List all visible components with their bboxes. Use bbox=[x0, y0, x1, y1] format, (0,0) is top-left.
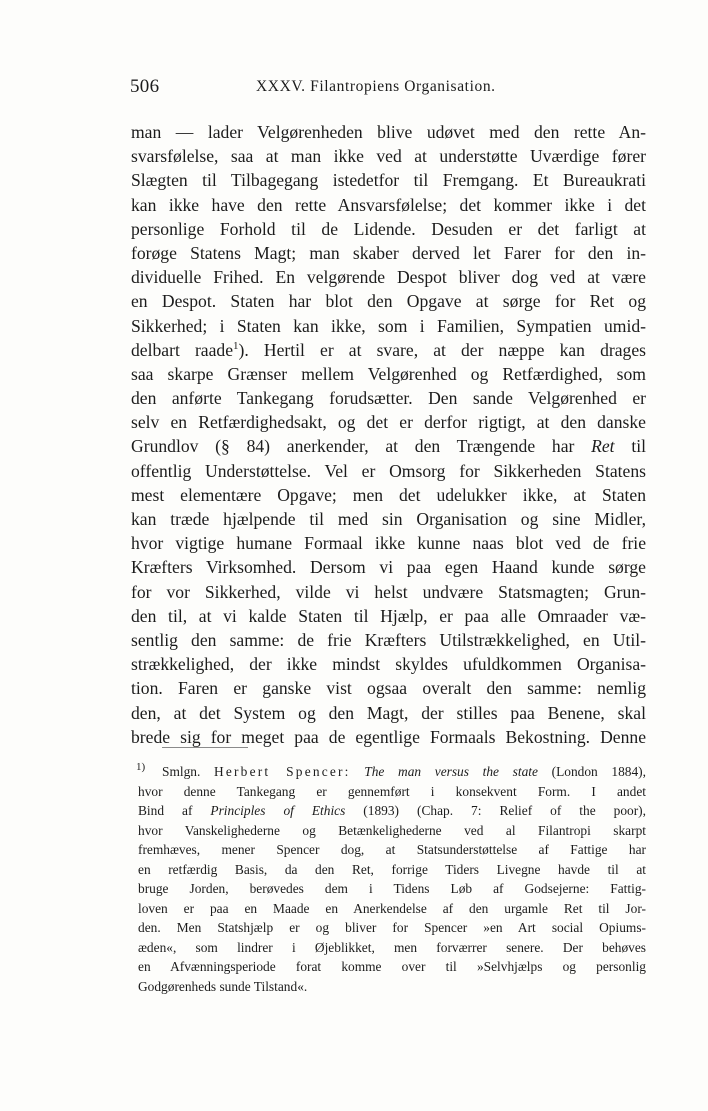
body-line: selv en Retfærdighedsakt, og det er derfor rigtigt, at den danske bbox=[131, 412, 646, 433]
body-line-raade bbox=[131, 338, 646, 362]
body-line: sentlig den samme: de frie Kræfters Utilstrækkelighed, en Util- bbox=[131, 629, 646, 650]
body-line: forøge Statens Magt; man skaber derved let Farer for den in- bbox=[131, 242, 646, 263]
body-line: brede sig for meget paa de egentlige Formaals Bekostning. Denne bbox=[131, 726, 646, 747]
body-line: dividuelle Frihed. En velgørende Despot bliver dog ved at være bbox=[131, 267, 646, 288]
footnote-fragment: (1893) (Chap. 7: Relief of the poor), bbox=[345, 803, 646, 818]
footnote-line: en Afvænningsperiode forat komme over til »Selvhjælps og personlig bbox=[138, 959, 646, 974]
body-line: mest elementære Opgave; men det udelukker ikke, at Staten bbox=[131, 484, 646, 505]
footnote-line: loven er paa en Maade en Anerkendelse af den urgamle Ret til Jor- bbox=[138, 900, 646, 916]
body-line: kan træde hjælpende til med sin Organisation og sine Midler, bbox=[131, 509, 646, 529]
page-number: 506 bbox=[130, 76, 160, 97]
body-line-ret bbox=[131, 434, 646, 458]
body-line: den anførte Tankegang forudsætter. Den sande Velgørenhed er bbox=[131, 388, 646, 409]
body-line: tion. Faren er ganske vist ogsaa overalt den samme: nemlig bbox=[131, 678, 646, 699]
body-line: en Despot. Staten har blot den Opgave at sørge for Ret og bbox=[131, 291, 646, 312]
footnote-line bbox=[138, 801, 646, 821]
footnote-reference[interactable]: 1 bbox=[233, 339, 239, 352]
body-line: offentlig Understøttelse. Vel er Omsorg for Sikkerheden Statens bbox=[131, 460, 646, 481]
body-line: Kræfters Virksomhed. Dersom vi paa egen Haand kunde sørge bbox=[131, 557, 646, 578]
body-text-fragment: Grundlov (§ 84) anerkender, at den Trængende har bbox=[131, 436, 575, 457]
footnote-line: en retfærdig Basis, da den Ret, forrige Tiders Livegne havde til at bbox=[138, 861, 646, 877]
footnote bbox=[138, 762, 646, 996]
body-text bbox=[131, 120, 646, 749]
footnote-fragment: (London 1884), bbox=[537, 764, 646, 779]
body-line: strækkelighed, der ikke mindst skyldes ufuldkommen Organisa- bbox=[131, 654, 646, 675]
body-line: Sikkerhed; i Staten kan ikke, som i Familien, Sympatien umid- bbox=[131, 315, 646, 336]
footnote-line: æden«, som lindrer i Øjeblikket, men forværrer senere. Der behøves bbox=[138, 939, 646, 955]
body-text-fragment: delbart raade bbox=[131, 339, 234, 360]
footnote-line: fremhæves, mener Spencer dog, at Statsunderstøttelse af Fattige har bbox=[138, 842, 646, 857]
body-line: hvor vigtige humane Formaal ikke kunne naas blot ved de frie bbox=[131, 533, 646, 554]
footnote-line: Godgørenheds sunde Tilstand«. bbox=[138, 978, 308, 994]
book-title: The man versus the state bbox=[350, 764, 538, 779]
author-name: Herbert Spencer: bbox=[214, 764, 351, 779]
body-text-fragment: til bbox=[614, 436, 646, 457]
footnote-line: bruge Jorden, berøvedes dem i Tidens Løb af Godsejerne: Fattig- bbox=[138, 881, 646, 896]
body-line: den, at det System og den Magt, der stilles paa Benene, skal bbox=[131, 702, 646, 723]
footnote-line: den. Men Statshjælp er og bliver for Spencer »en Art social Opiums- bbox=[138, 920, 646, 935]
footnote-fragment: Smlgn. bbox=[162, 764, 214, 779]
body-line: saa skarpe Grænser mellem Velgørenhed og Retfærdighed, som bbox=[131, 363, 646, 384]
footnote-line: hvor denne Tankegang er gennemført i konsekvent Form. I andet bbox=[138, 783, 646, 799]
body-line: svarsfølelse, saa at man ikke ved at understøtte Uværdige fører bbox=[131, 146, 646, 167]
body-line: Slægten til Tilbagegang istedetfor til Fremgang. Et Bureaukrati bbox=[131, 170, 646, 191]
body-line: personlige Forhold til de Lidende. Desuden er det farligt at bbox=[131, 218, 646, 239]
body-line: man — lader Velgørenheden blive udøvet med den rette An- bbox=[131, 122, 646, 142]
body-text-fragment: ). Hertil er at svare, at der næppe kan drages bbox=[238, 339, 646, 360]
body-line: den til, at vi kalde Staten til Hjælp, er paa alle Omraader væ- bbox=[131, 605, 646, 626]
footnote-line bbox=[138, 762, 646, 782]
body-line: kan ikke have den rette Ansvarsfølelse; det kommer ikke i det bbox=[131, 194, 646, 215]
emphasis-ret: Ret bbox=[591, 436, 615, 457]
footnote-line: hvor Vanskelighederne og Betænkelighederne ved al Filantropi skarpt bbox=[138, 822, 646, 838]
footnote-marker: 1) bbox=[136, 761, 146, 773]
body-line: for vor Sikkerhed, vilde vi helst undvære Statsmagten; Grun- bbox=[131, 581, 646, 602]
footnote-divider bbox=[162, 747, 248, 748]
running-head: XXXV. Filantropiens Organisation. bbox=[256, 78, 496, 95]
book-title: Principles of Ethics bbox=[192, 803, 346, 818]
footnote-fragment: Bind af bbox=[138, 803, 193, 818]
